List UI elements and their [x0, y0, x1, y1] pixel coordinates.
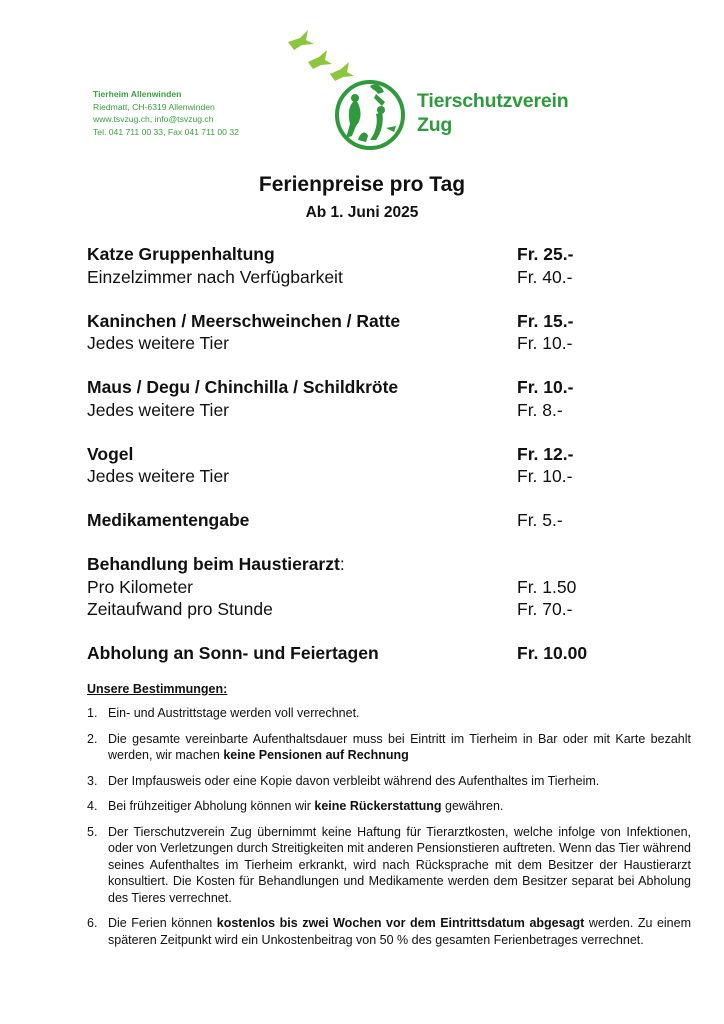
org-phone-fax: Tel. 041 711 00 33, Fax 041 711 00 32	[93, 126, 239, 137]
price-value: Fr. 8.-	[517, 399, 563, 420]
rules-list	[87, 705, 691, 957]
price-label: Katze Gruppenhaltung	[87, 244, 275, 264]
price-value: Fr. 10.-	[517, 377, 574, 397]
price-row	[87, 243, 647, 266]
price-value: Fr. 1.50	[517, 576, 577, 597]
price-value: Fr. 40.-	[517, 266, 573, 287]
rule-number: 2.	[87, 731, 98, 746]
price-row	[87, 310, 647, 333]
price-row	[87, 576, 647, 599]
rule-text	[108, 798, 691, 815]
price-row	[87, 553, 647, 576]
rule-text-bold: keine Rückerstattung	[314, 799, 442, 813]
rule-item	[87, 915, 691, 948]
rule-item	[87, 824, 691, 907]
price-label: Zeitaufwand pro Stunde	[87, 599, 273, 619]
org-name: Tierheim Allenwinden	[93, 89, 182, 99]
price-row	[87, 399, 647, 422]
price-label: Jedes weitere Tier	[87, 466, 230, 486]
price-label: Medikamentengabe	[87, 510, 250, 530]
price-label: Jedes weitere Tier	[87, 333, 230, 353]
price-value: Fr. 5.-	[517, 510, 563, 530]
price-group-kaninchen	[87, 310, 647, 355]
org-web-email: www.tsvzug.ch, info@tsvzug.ch	[93, 114, 214, 124]
rule-number: 6.	[87, 916, 98, 930]
label-colon: :	[339, 554, 345, 574]
price-group-katze	[87, 243, 647, 288]
rule-item	[87, 773, 691, 790]
tierschutzverein-logo-icon	[286, 28, 410, 154]
price-list	[87, 243, 647, 686]
price-label: Behandlung beim Haustierarzt	[87, 554, 340, 574]
price-row	[87, 465, 647, 488]
rule-item	[87, 798, 691, 815]
price-label: Pro Kilometer	[87, 576, 194, 597]
price-label: Vogel	[87, 443, 134, 464]
rule-number: 1.	[87, 706, 98, 720]
rules-heading: Unsere Bestimmungen:	[87, 682, 228, 696]
price-label: Maus / Degu / Chinchilla / Schildkröte	[87, 377, 399, 397]
price-row	[87, 509, 647, 532]
rule-number: 4.	[87, 799, 98, 813]
price-group-medikamente	[87, 509, 647, 532]
rule-text-part: werden. Zu einem späteren Zeitpunkt wird ein Unkostenbeitrag von 50 % des gesamten Ferienbetrages verrechnet.	[108, 916, 691, 947]
price-group-maus	[87, 376, 647, 421]
price-group-behandlung	[87, 553, 647, 621]
price-group-abholung	[87, 642, 647, 665]
logo-text-line1: Tierschutzverein	[417, 90, 569, 112]
price-value: Fr. 10.-	[517, 466, 573, 486]
rule-text-part: Die gesamte vereinbarte Aufenthaltsdauer muss bei Eintritt im Tierheim in Bar oder mit Karte bezahlt werden, wir machen	[108, 731, 691, 762]
rule-number: 3.	[87, 773, 98, 788]
price-label: Einzelzimmer nach Verfügbarkeit	[87, 266, 343, 287]
rule-text	[108, 915, 691, 948]
org-address: Riedmatt, CH-6319 Allenwinden	[93, 101, 215, 112]
rule-text	[108, 731, 691, 764]
rule-text-part: Bei frühzeitiger Abholung können wir	[108, 799, 315, 813]
price-label: Abholung an Sonn- und Feiertagen	[87, 643, 379, 663]
page-title: Ferienpreise pro Tag	[258, 173, 466, 196]
price-label: Kaninchen / Meerschweinchen / Ratte	[87, 310, 401, 331]
price-value: Fr. 10.00	[517, 643, 588, 663]
logo-wordmark	[417, 89, 568, 137]
price-row	[87, 443, 647, 466]
rule-text-part: gewähren.	[441, 799, 504, 813]
org-contact-block	[93, 88, 239, 138]
rule-text-part: Die Ferien können	[108, 916, 217, 930]
price-row	[87, 598, 647, 621]
price-group-vogel	[87, 443, 647, 488]
price-label: Jedes weitere Tier	[87, 399, 230, 420]
price-row	[87, 642, 647, 665]
price-value: Fr. 70.-	[517, 599, 573, 619]
rule-number: 5.	[87, 824, 98, 839]
price-label-wrap	[87, 553, 517, 576]
rule-text-bold: keine Pensionen auf Rechnung	[223, 748, 409, 762]
price-row	[87, 376, 647, 399]
rule-text: Der Tierschutzverein Zug übernimmt keine Haftung für Tierarztkosten, welche infolge von Infektionen, oder von Verletzungen durch Streitigkeiten mit anderen Pensionstieren auftreten. Wenn das Tier während seines Aufenthaltes im Tierheim erkrankt, wird nach Rücksprache mit dem Besitzer der Haustierarzt konsultiert. Die Kosten für Behandlungen und Medikamente werden dem Besitzer separat bei Abholung des Tieres verrechnet.	[108, 824, 691, 905]
price-value: Fr. 10.-	[517, 333, 573, 353]
price-row	[87, 332, 647, 355]
logo-text-line2: Zug	[417, 114, 453, 136]
rule-item	[87, 731, 691, 764]
price-value: Fr. 15.-	[517, 310, 574, 331]
price-value: Fr. 12.-	[517, 443, 574, 464]
rule-text-bold: kostenlos bis zwei Wochen vor dem Eintrittsdatum abgesagt	[216, 916, 585, 930]
price-value: Fr. 25.-	[517, 244, 574, 264]
price-row	[87, 266, 647, 289]
page-subtitle: Ab 1. Juni 2025	[305, 204, 419, 221]
rule-item	[87, 705, 691, 722]
rule-text: Ein- und Austrittstage werden voll verrechnet.	[108, 706, 360, 720]
rule-text: Der Impfausweis oder eine Kopie davon verbleibt während des Aufenthaltes im Tierheim.	[108, 773, 600, 788]
